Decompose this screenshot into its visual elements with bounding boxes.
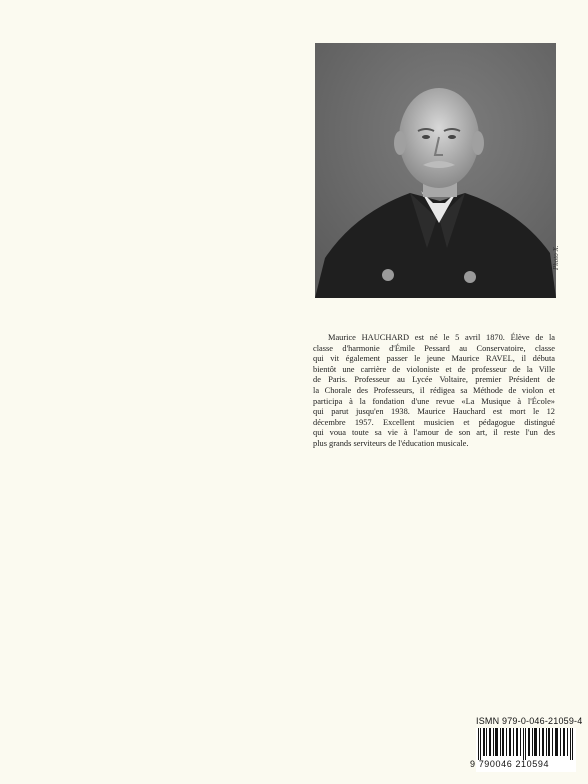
bio-line: Maurice HAUCHARD est né le 5 avril 1870. Élève de la bbox=[328, 333, 555, 342]
bio-line: qui vit également passer le jeune Maurice RAVEL, il débuta bbox=[313, 354, 555, 364]
bio-line: bientôt une carrière de violoniste et de professeur de la Ville bbox=[313, 364, 555, 374]
portrait-photo bbox=[315, 43, 556, 298]
bio-line: qui voua toute sa vie à l'amour de son art, il reste l'un des bbox=[313, 428, 555, 438]
bio-line: classe d'harmonie d'Émile Pessard au Conservatoire, classe bbox=[313, 343, 555, 353]
bio-line: participa à la fondation d'une revue «La Musique à l'École» bbox=[313, 396, 555, 406]
bio-line: qui parut jusqu'en 1938. Maurice Hauchard est mort le 12 bbox=[313, 407, 555, 417]
biography-text bbox=[313, 333, 555, 450]
bio-line: de Paris. Professeur au Lycée Voltaire, premier Président de bbox=[313, 375, 555, 385]
ismn-label: ISMN 979-0-046-21059-4 bbox=[476, 716, 583, 726]
barcode-digits: 9 790046 210594 bbox=[470, 759, 550, 769]
barcode-icon bbox=[476, 728, 576, 760]
bio-line: décembre 1957. Excellent musicien et pédagogue distingué bbox=[313, 417, 555, 427]
bio-line: la Chorale des Professeurs, il rédigea sa Méthode de violon et bbox=[313, 385, 555, 395]
portrait-photo-icon bbox=[315, 43, 556, 298]
bio-line: plus grands serviteurs de l'éducation musicale. bbox=[313, 438, 469, 448]
photo-credit: Photo X. bbox=[552, 245, 560, 270]
